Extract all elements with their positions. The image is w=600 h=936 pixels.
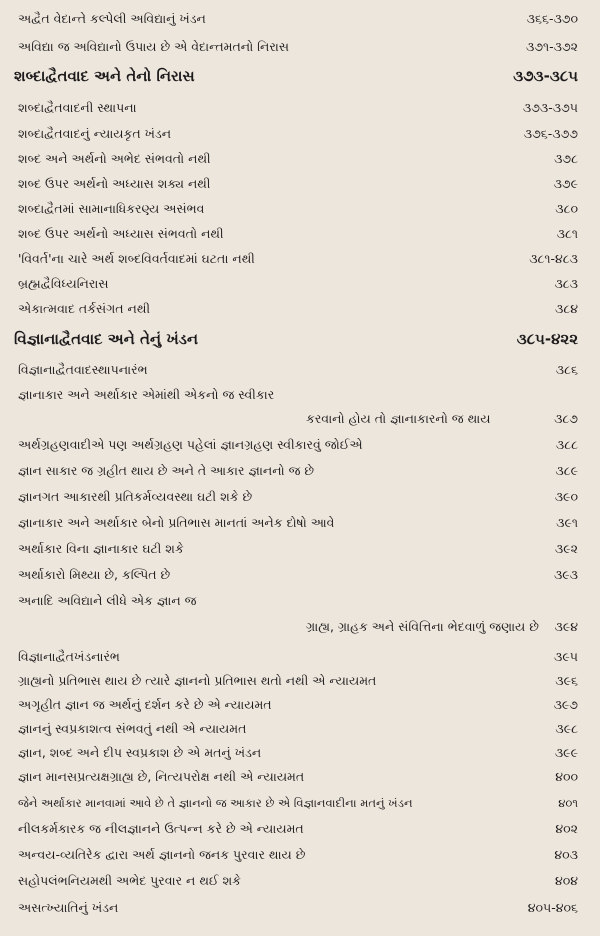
toc-entry-title: અનાદિ અવિદ્યાને લીધે એક જ્ઞાન જ xyxy=(18,593,197,608)
toc-entry-page: ૩૯૨ xyxy=(554,541,578,556)
toc-entry-page: ૩૮૩ xyxy=(554,276,578,291)
toc-heading-title: શબ્દાદ્વૈતવાદ અને તેનો નિરાસ xyxy=(14,67,195,85)
toc-entry-page: ૩૭૯ xyxy=(553,176,578,191)
toc-entry-page: ૩૬૬-૩૭૦ xyxy=(526,11,578,26)
toc-entry-title: શબ્દાદ્વૈતમાં સામાનાધિકરણ્ય અસંભવ xyxy=(18,201,205,216)
toc-entry-page: ૪૦૨ xyxy=(555,821,578,836)
toc-entry-page: ૩૭૬-૩૭૭ xyxy=(523,126,578,141)
toc-entry-page: ૩૯૯ xyxy=(554,745,578,760)
toc-entry-title: જ્ઞાન માનસપ્રત્યક્ષગ્રાહ્ય છે, નિત્યપરોક્ષ નથી એ ન્યાયમત xyxy=(18,769,305,784)
toc-entry-page: ૩૮૬ xyxy=(555,362,578,377)
toc-entry-title: જ્ઞાનાકાર અને અર્થાકાર એમાંથી એકનો જ સ્વીકાર xyxy=(18,387,275,402)
toc-entry-page: ૪૦૪ xyxy=(554,873,578,888)
toc-entry-title: શબ્દ અને અર્થનો અભેદ સંભવતો નથી xyxy=(18,151,211,166)
toc-entry-title: શબ્દ ઉપર અર્થનો અધ્યાસ શક્ય નથી xyxy=(18,176,211,191)
toc-entry-page: ૩૮૭ xyxy=(554,411,578,426)
toc-entry-page: ૩૭૩-૩૭૫ xyxy=(522,100,578,115)
toc-entry-title: અદ્વૈત વેદાન્તે કલ્પેલી અવિદ્યાનું ખંડન xyxy=(18,11,206,26)
toc-heading-title: વિજ્ઞાનાદ્વૈતવાદ અને તેનું ખંડન xyxy=(14,330,199,348)
toc-entry-title: અન્વય-વ્યતિરેક દ્વારા અર્થ જ્ઞાનનો જનક પુરવાર થાય છે xyxy=(18,847,306,862)
toc-entry-title: ગ્રાહ્યનો પ્રતિભાસ થાય છે ત્યારે જ્ઞાનનો પ્રતિભાસ થતો નથી એ ન્યાયમત xyxy=(18,673,377,688)
toc-entry-title: એકાત્મવાદ તર્કસંગત નથી xyxy=(18,301,151,316)
toc-entry-title: શબ્દાદ્વૈતવાદનું ન્યાયકૃત ખંડન xyxy=(18,126,172,141)
toc-entry-title: જ્ઞાનાકાર અને અર્થાકાર બેનો પ્રતિભાસ માનતાં અનેક દોષો આવે xyxy=(18,515,335,530)
toc-entry-page: ૪૦૩ xyxy=(554,847,578,862)
toc-entry-title: અર્થગ્રહણવાદીએ પણ અર્થગ્રહણ પહેલાં જ્ઞાનગ્રહણ સ્વીકારવું જોઈએ xyxy=(18,437,363,452)
toc-entry-page: ૩૯૧ xyxy=(556,515,578,530)
toc-entry-page: ૪૦૦ xyxy=(555,769,578,784)
toc-entry-page: ૩૮૯ xyxy=(555,463,578,478)
toc-entry-title: શબ્દાદ્વૈતવાદની સ્થાપના xyxy=(18,100,137,115)
toc-entry-title: જ્ઞાનનું સ્વપ્રકાશત્વ સંભવતું નથી એ ન્યાયમત xyxy=(18,721,247,736)
toc-entry-title: નીલકર્મકારક જ નીલજ્ઞાનને ઉત્પન્ન કરે છે એ ન્યાયમત xyxy=(18,821,304,836)
toc-entry-page: ૩૯૮ xyxy=(555,721,578,736)
toc-entry-title: ગ્રાહ્ય, ગ્રાહક અને સંવિત્તિના ભેદવાળું જણાય છે xyxy=(306,619,539,634)
toc-entry-title: અસત્ખ્યાતિનું ખંડન xyxy=(18,900,119,915)
toc-entry-title: અર્થાકારો મિથ્યા છે, કલ્પિત છે xyxy=(18,567,171,582)
toc-entry-title: અવિદ્યા જ અવિદ્યાનો ઉપાય છે એ વેદાન્તમતનો નિરાસ xyxy=(18,39,289,54)
toc-entry-page: ૩૮૧-૪૮૩ xyxy=(529,251,578,266)
toc-entry-title: જ્ઞાન, શબ્દ અને દીપ સ્વપ્રકાશ છે એ મતનું ખંડન xyxy=(18,745,262,760)
toc-entry-page: ૩૮૦ xyxy=(555,201,578,216)
toc-entry-title: વિજ્ઞાનાદ્વૈતવાદસ્થાપનારંભ xyxy=(18,362,148,377)
toc-entry-page: ૩૮૮ xyxy=(555,437,578,452)
toc-entry-title: શબ્દ ઉપર અર્થનો અધ્યાસ સંભવતો નથી xyxy=(18,226,224,241)
toc-entry-page: ૩૯૦ xyxy=(554,489,578,504)
toc-entry-title: જેને અર્થાકાર માનવામાં આવે છે તે જ્ઞાનનો જ આકાર છે એ વિજ્ઞાનવાદીના મતનું ખંડન xyxy=(18,796,413,810)
toc-entry-title: સહોપલંભનિયમથી અભેદ પુરવાર ન થઈ શકે xyxy=(18,873,242,888)
toc-entry-page: ૩૮૪ xyxy=(555,301,578,316)
toc-entry-title: અગૃહીત જ્ઞાન જ અર્થનું દર્શન કરે છે એ ન્યાયમત xyxy=(18,697,272,712)
toc-entry-page: ૩૯૬ xyxy=(555,673,578,688)
toc-entry-page: ૩૭૧-૩૭૨ xyxy=(526,39,578,54)
toc-entry-page: ૩૯૭ xyxy=(553,697,578,712)
toc-entry-title: જ્ઞાન સાકાર જ ગ્રહીત થાય છે અને તે આકાર જ્ઞાનનો જ છે xyxy=(18,463,315,478)
toc-heading-page: ૩૭૩-૩૮૫ xyxy=(513,67,578,85)
toc-entry-title: બ્રહ્મદ્વૈવિધ્યનિરાસ xyxy=(18,276,109,291)
toc-entry-page: ૩૭૮ xyxy=(554,151,578,166)
toc-entry-page: ૪૦૧ xyxy=(558,796,578,810)
toc-entry-title: જ્ઞાનગત આકારથી પ્રતિકર્મવ્યવસ્થા ઘટી શકે છે xyxy=(18,489,253,504)
toc-entry-title: 'વિવર્ત'ના ચારે અર્થ શબ્દવિવર્તવાદમાં ઘટતા નથી xyxy=(18,251,255,266)
toc-entry-page: ૩૯૩ xyxy=(553,567,578,582)
toc-entry-title: વિજ્ઞાનાદ્વૈતખંડનારંભ xyxy=(18,649,120,664)
toc-entry-page: ૪૦૫-૪૦૬ xyxy=(527,900,578,915)
toc-heading-page: ૩૮૫-૪૨૨ xyxy=(516,330,578,348)
toc-entry-page: ૩૮૧ xyxy=(556,226,578,241)
toc-entry-title: અર્થાકાર વિના જ્ઞાનાકાર ઘટી શકે xyxy=(18,541,184,556)
toc-entry-title: કરવાનો હોય તો જ્ઞાનાકારનો જ થાય xyxy=(306,411,491,426)
toc-entry-page: ૩૯૪ xyxy=(554,619,578,634)
toc-entry-page: ૩૯૫ xyxy=(554,649,578,664)
